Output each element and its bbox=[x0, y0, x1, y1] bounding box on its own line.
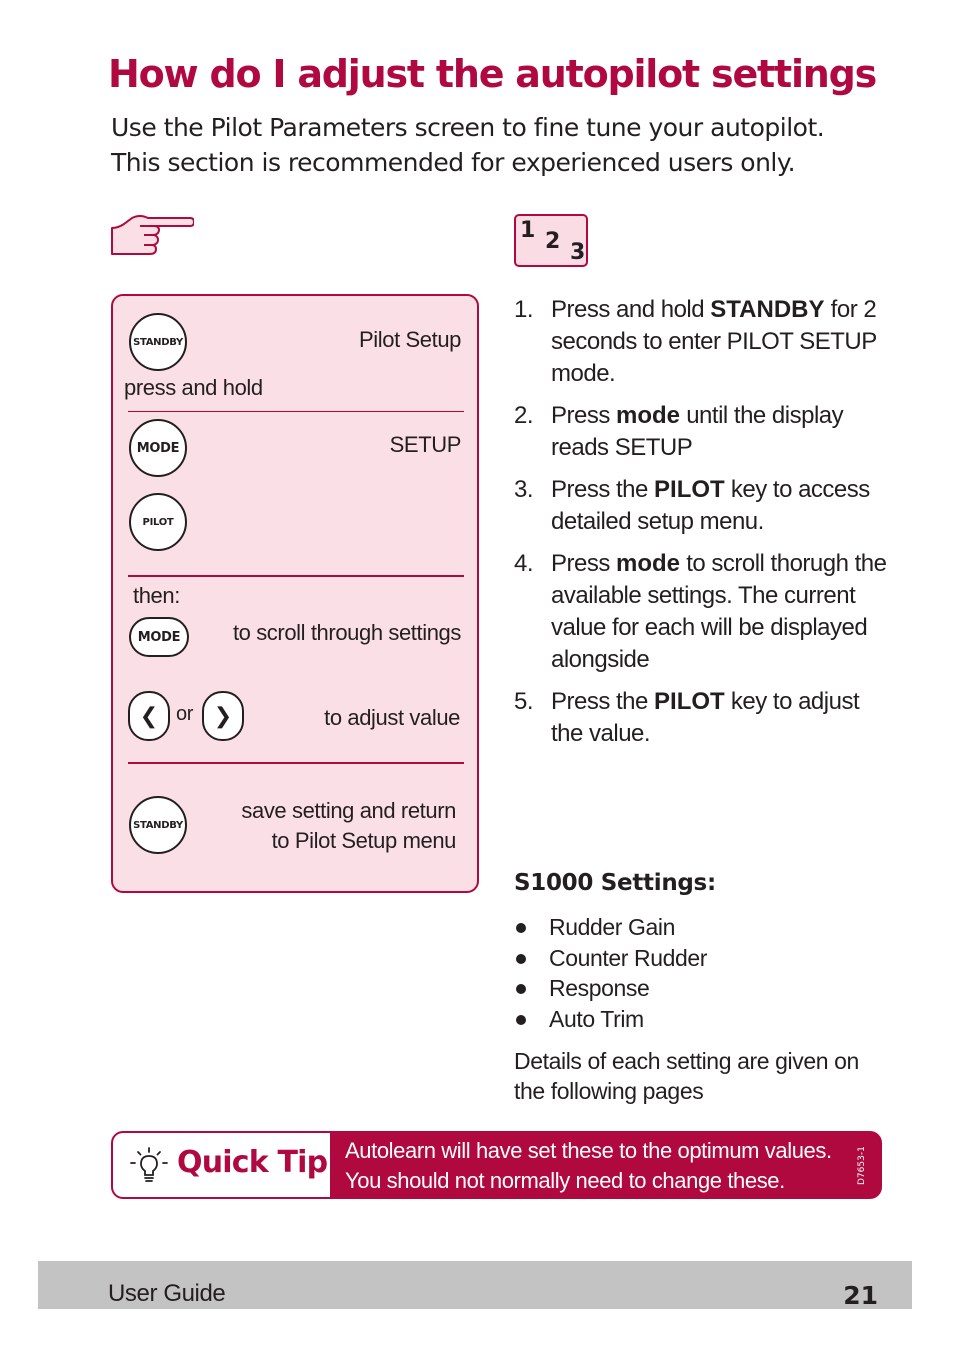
list-item bbox=[514, 548, 894, 676]
save-setting-label: save setting and return bbox=[241, 798, 456, 823]
step-text: for 2 seconds to enter PILOT SETUP mode. bbox=[551, 296, 877, 387]
divider bbox=[128, 762, 464, 764]
list-item bbox=[514, 294, 894, 390]
mode-key: MODE bbox=[129, 617, 189, 657]
page-title: How do I adjust the autopilot settings bbox=[108, 52, 877, 96]
setup-label: SETUP bbox=[389, 432, 461, 457]
intro-text: Use the Pilot Parameters screen to fine tune your autopilot. This section is recommended for experienced users only. bbox=[111, 113, 825, 177]
settings-title: S1000 Settings: bbox=[514, 870, 716, 896]
step-text: Press the bbox=[551, 688, 655, 715]
quick-tip-header bbox=[113, 1133, 330, 1197]
footer-title: User Guide bbox=[108, 1280, 226, 1307]
quick-tip-line: You should not normally need to change these. bbox=[345, 1168, 785, 1193]
step-text: Press the bbox=[551, 476, 655, 503]
divider bbox=[128, 411, 464, 412]
step-text: until the display reads SETUP bbox=[551, 402, 844, 461]
pilot-key: PILOT bbox=[129, 493, 187, 551]
pilot-setup-label: Pilot Setup bbox=[358, 327, 461, 352]
step-number: 2. bbox=[514, 402, 534, 429]
page-footer bbox=[38, 1261, 912, 1309]
step-number: 3. bbox=[514, 476, 534, 503]
step-text: Press bbox=[551, 402, 617, 429]
or-label: or bbox=[176, 703, 193, 725]
chevron-left-icon: ❮ bbox=[128, 691, 170, 741]
list-item: Auto Trim bbox=[514, 1004, 707, 1035]
quick-tip-line: Autolearn will have set these to the optimum values. bbox=[345, 1138, 832, 1163]
steps-icon bbox=[514, 214, 588, 267]
step-key: PILOT bbox=[654, 688, 725, 715]
quick-tip-label: Quick Tip bbox=[177, 1145, 328, 1180]
settings-list bbox=[514, 912, 707, 1034]
steps-icon-digit-3: 3 bbox=[570, 240, 586, 265]
then-label: then: bbox=[133, 583, 180, 608]
press-and-hold-label: press and hold bbox=[124, 375, 263, 400]
steps-list bbox=[514, 294, 894, 760]
mode-key: MODE bbox=[129, 419, 187, 477]
list-item bbox=[514, 686, 894, 750]
lightbulb-icon bbox=[129, 1146, 169, 1186]
step-key: PILOT bbox=[654, 476, 725, 503]
step-text: Press bbox=[551, 550, 617, 577]
page-number: 21 bbox=[843, 1281, 878, 1310]
divider bbox=[128, 575, 464, 577]
return-label: to Pilot Setup menu bbox=[271, 828, 456, 853]
step-text: to scroll thorugh the available settings. The current value for each will be displayed alongside bbox=[551, 550, 887, 673]
list-item bbox=[514, 474, 894, 538]
step-number: 5. bbox=[514, 688, 534, 715]
standby-key: STANDBY bbox=[129, 796, 187, 854]
step-number: 1. bbox=[514, 296, 534, 323]
list-item: Counter Rudder bbox=[514, 943, 707, 974]
standby-key: STANDBY bbox=[129, 313, 187, 371]
quick-tip-text bbox=[345, 1136, 832, 1196]
step-key: STANDBY bbox=[710, 296, 825, 323]
step-key: mode bbox=[616, 550, 681, 577]
settings-details: Details of each setting are given on the following pages bbox=[514, 1048, 859, 1104]
chevron-right-icon: ❯ bbox=[202, 691, 244, 741]
figure-code: D7653-1 bbox=[857, 1146, 867, 1186]
list-item: Response bbox=[514, 973, 707, 1004]
step-number: 4. bbox=[514, 550, 534, 577]
steps-icon-digit-1: 1 bbox=[520, 218, 536, 243]
list-item: Rudder Gain bbox=[514, 912, 707, 943]
step-text: key to access detailed setup menu. bbox=[551, 476, 870, 535]
adjust-value-label: to adjust value bbox=[324, 705, 460, 730]
list-item bbox=[514, 400, 894, 464]
quick-tip-box bbox=[111, 1131, 882, 1199]
key-sequence-panel bbox=[111, 294, 479, 893]
scroll-settings-label: to scroll through settings bbox=[232, 620, 461, 645]
pointing-hand-icon bbox=[110, 212, 194, 258]
step-text: key to adjust the value. bbox=[551, 688, 860, 747]
step-key: mode bbox=[616, 402, 681, 429]
steps-icon-digit-2: 2 bbox=[545, 229, 561, 254]
step-text: Press and hold bbox=[551, 296, 711, 323]
